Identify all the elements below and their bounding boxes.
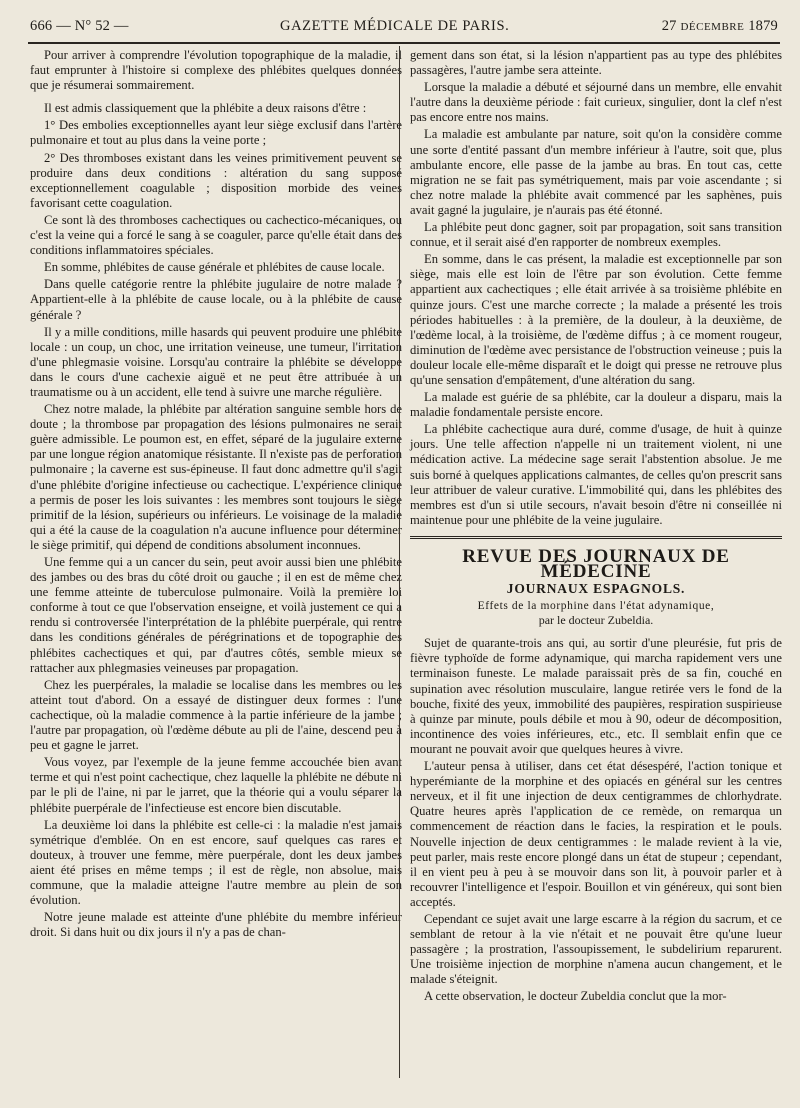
- right-column: [410, 48, 782, 1007]
- paragraph: L'auteur pensa à utiliser, dans cet état désespéré, l'action tonique et hyperémiante de la morphine et des opiacés en général sur les centres nerveux, et il fit une injection de deux centigrammes de chlorhydrate. Quatre heures après l'application de ce remède, on remarqua un commencement de réaction dans le facies, la respiration et le pouls. Nouvelle injection de deux centigrammes : le malade revient à la vie, peut parler, mais reste encore plongé dans un état de stupeur ; cependant, il en vient peu à peu à se mouvoir dans son lit, à pouvoir parler et à recouvrer l'intelligence et l'espoir. Bouillon et vin généreux, qui sont bien acceptés.: [410, 759, 782, 909]
- journal-title: GAZETTE MÉDICALE DE PARIS.: [280, 18, 510, 34]
- paragraph: En somme, phlébites de cause générale et phlébites de cause locale.: [44, 260, 385, 275]
- paragraph: Une femme qui a un cancer du sein, peut avoir aussi bien une phlébite des jambes ou des bras du côté droit ou gauche ; il en est de même chez une femme atteinte de tuberculose pulmonaire. Voilà la première loi conforme à tout ce que l'observation enseigne, et voilà justement ce qui a rendu si controversée l'interprétation de la phlébite puerpérale, qui rentre dans les conditions générales de pérégrinations et de topographie des phlébites cachectiques et qui, par d'autres côtés, semble mieux se rattacher aux phlegmasies veineuses par propagation.: [30, 555, 402, 675]
- paragraph: Vous voyez, par l'exemple de la jeune femme accouchée bien avant terme et qui n'est point cachectique, chez laquelle la phlébite ne débute ni par le pli de l'aine, ni par le jarret, que la théorie qui a voulu séparer la phlébite puerpérale de l'infectieuse est encore bien discutable.: [30, 755, 402, 815]
- paragraph: La deuxième loi dans la phlébite est celle-ci : la maladie n'est jamais symétrique d'emblée. On en est encore, sauf quelques cas rares et douteux, à trouver une femme, mère puerpérale, dont les deux jambes aient été prises en même temps ; il est de règle, non absolue, mais commune, que la maladie atteigne l'autre membre au plein de son évolution.: [30, 817, 402, 908]
- section-subtitle: JOURNAUX ESPAGNOLS.: [506, 581, 686, 597]
- date-month: DÉCEMBRE: [680, 21, 745, 33]
- page-number-value: 666: [30, 18, 53, 34]
- paragraph: La phlébite cachectique aura duré, comme d'usage, de huit à quinze jours. Une telle affection n'appelle ni un traitement violent, ni une médication active. La médecine sage serait l'abstention absolue. Je me suis borné à quelques applications calmantes, de celles qu'on prescrit sans leur attribuer de valeur curative. L'immobilité qui, dans les phlébites des membres est d'un si utile secours, n'avait besoin d'être ni conseillée ni maintenue pour une phlébite de la veine jugulaire.: [410, 422, 782, 527]
- column-divider: [399, 46, 400, 1078]
- issue-number: — N° 52 —: [56, 18, 129, 34]
- date-year: 1879: [748, 18, 778, 34]
- paragraph: Lorsque la maladie a débuté et séjourné dans un membre, elle envahit l'autre dans la deuxième période : fait curieux, singulier, dont la clef n'est pas encore entre nos mains.: [410, 80, 782, 125]
- paragraph: Ce sont là des thromboses cachectiques ou cachectico-mécaniques, ou c'est la veine qui a forcé le sang à se coaguler, parce qu'elle était dans des conditions inflammatoires spéciales.: [30, 212, 402, 258]
- paragraph: A cette observation, le docteur Zubeldia conclut que la mor-: [424, 989, 727, 1004]
- paragraph: En somme, dans le cas présent, la maladie est exceptionnelle par son siège, mais elle est loin de l'être par son évolution. Cette femme appartient aux cachectiques ; elle était arrivée à sa troisième phlébite en quinze jours. C'est une marche correcte ; la malade a présenté les trois périodes habituelles : à la première, de la douleur, à la deuxième, de l'œdème local, à la troisième, de l'œdème diffus ; à ce moment rougeur, diminution de l'œdème avec persistance de l'obstruction veineuse ; puis la douleur locale elle-même disparaît et le doigt qui presse ne retrouve plus qu'une sensation d'empâtement, d'une altération du sang.: [410, 252, 782, 387]
- page-header: [30, 18, 778, 40]
- section-divider: [410, 536, 782, 539]
- paragraph: Il est admis classiquement que la phlébite a deux raisons d'être :: [44, 101, 367, 116]
- paragraph: Pour arriver à comprendre l'évolution topographique de la maladie, il faut emprunter à l'histoire si complexe des phlébites quelques données que je résumerai sommairement.: [30, 48, 402, 93]
- section-title: REVUE DES JOURNAUX DE MÉDECINE: [462, 545, 730, 582]
- paragraph: La malade est guérie de sa phlébite, car la douleur a disparu, mais la maladie fondamentale persiste encore.: [410, 390, 782, 420]
- paragraph: La maladie est ambulante par nature, soit qu'on la considère comme une sorte d'entité passant d'un membre inférieur à l'autre, soit que, plus ambulante encore, elle passe de la jambe au bras. En tout cas, cette migration ne se fait pas symétriquement, mais par voie ascendante ; si chez notre malade la phlébite avait commencé par les saphènes, puis avait gagné la jugulaire, je n'aurais pas été étonné.: [410, 127, 782, 217]
- paragraph: gement dans son état, si la lésion n'appartient pas au type des phlébites passagères, l'autre jambe sera atteinte.: [410, 48, 782, 78]
- paragraph: Chez les puerpérales, la maladie se localise dans les membres ou les atteint tout d'abord. On a essayé de distinguer deux formes : l'une cachectique, où la maladie commence à la partie inférieure de la jambe ; l'autre par propagation, où l'œdème débute au pli de l'aine, descend peu à peu et gagne le jarret.: [30, 677, 402, 753]
- paragraph: Il y a mille conditions, mille hasards qui peuvent produire une phlébite locale : un coup, un choc, une irritation veineuse, une tumeur, l'irritation d'une phlegmasie voisine. Lorsqu'au contraire la phlébite se développe dans le cours d'une cachexie aiguë et ne peut être attribuée à un traumatisme ou à un accident, elle tend à suivre une marche régulière.: [30, 324, 402, 399]
- page-number: [30, 18, 129, 35]
- paragraph: Sujet de quarante-trois ans qui, au sortir d'une pleurésie, fut pris de fièvre typhoïde de forme adynamique, qui marcha rapidement vers une terminaison funeste. Le malade paraissait près de sa fin, couché en supination avec résolution musculaire, langue retirée vers le fond de la bouche, fixité des yeux, immobilité des paupières, respiration suspirieuse à quinze par minute, pouls débile et mou à 90, odeur de décomposition, incontinence des voies inférieures, etc., etc. Il semblait enfin que ce mourant ne pouvait avoir que quelques heures à vivre.: [410, 636, 782, 756]
- left-column: [30, 48, 402, 942]
- paragraph: Cependant ce sujet avait une large escarre à la région du sacrum, et ce semblant de retour à la vie n'était et ne pouvait être qu'une lueur passagère ; la prostration, l'assoupissement, le subdelirium reparurent. Une troisième injection de morphine n'amena aucun changement, et le malade s'éteignit.: [410, 911, 782, 987]
- paragraph: La phlébite peut donc gagner, soit par propagation, soit sans transition connue, et il serait aisé d'en rapporter de nombreux exemples.: [410, 220, 782, 250]
- date-day: 27: [661, 18, 677, 34]
- issue-date: [662, 18, 778, 35]
- paragraph: 2° Des thromboses existant dans les veines primitivement peuvent se produire dans deux conditions : altération du sang supposé exceptionnellement coagulable ; disposition morbide des veines favorisant cette coagulation.: [30, 150, 402, 210]
- paragraph: Dans quelle catégorie rentre la phlébite jugulaire de notre malade ? Appartient-elle à la phlébite de cause locale, ou à la phlébite de cause générale ?: [30, 277, 402, 322]
- article-title: Effets de la morphine dans l'état adynamique,: [477, 600, 715, 613]
- paragraph: Notre jeune malade est atteinte d'une phlébite du membre inférieur droit. Si dans huit ou dix jours il n'y a pas de chan-: [30, 910, 402, 940]
- paragraph: Chez notre malade, la phlébite par altération sanguine semble hors de doute ; la thrombose par propagation des lésions pulmonaires ne serait guère admissible. Le poumon est, en effet, séparé de la jugulaire externe par une longue région anatomique résistante. Il n'existe pas de perforation pulmonaire ; la caverne est sus-épineuse. Il faut donc admettre qu'il s'agit d'une phlébite d'origine infectieuse ou cachectique. L'expérience clinique a permis de poser les lois suivantes : les membres sont toujours le siège primitif de la lésion, supérieurs ou inférieurs. Le voisinage de la maladie qui a été la cause de la coagulation n'a aucune influence pour déterminer le siège primitif, qui dépend de conditions absolument inconnues.: [30, 402, 402, 552]
- paragraph: 1° Des embolies exceptionnelles ayant leur siège exclusif dans l'artère pulmonaire et tout au plus dans la veine porte ;: [30, 118, 402, 148]
- header-rule: [28, 42, 780, 44]
- article-author: par le docteur Zubeldia.: [538, 613, 654, 628]
